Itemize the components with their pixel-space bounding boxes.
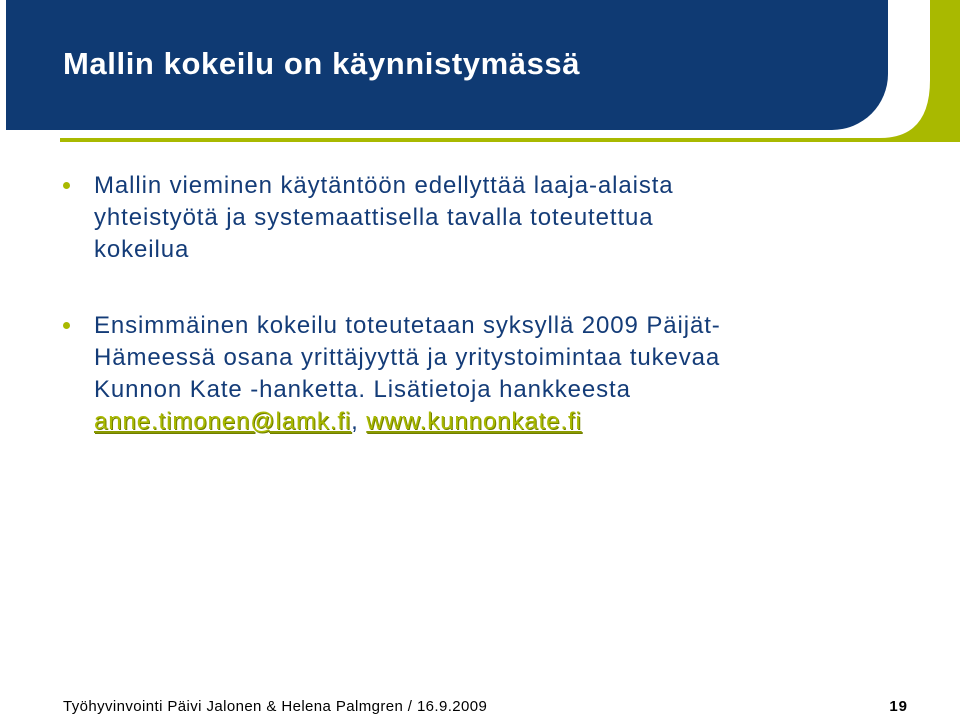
footer-text: Työhyvinvointi Päivi Jalonen & Helena Palmgren / 16.9.2009 <box>63 698 488 715</box>
email-link[interactable]: anne.timonen@lamk.fi <box>94 408 352 435</box>
link-separator: , <box>351 408 367 435</box>
slide-title: Mallin kokeilu on käynnistymässä <box>63 46 581 81</box>
website-link[interactable]: www.kunnonkate.fi <box>366 408 582 435</box>
bullet-item-2 <box>60 310 940 438</box>
bullet-dot-icon <box>63 322 70 329</box>
bullet-2-links-line <box>94 406 940 438</box>
page-number: 19 <box>889 698 908 715</box>
bullet-2-line-3: Kunnon Kate -hanketta. Lisätietoja hankkeesta <box>94 376 631 403</box>
bullet-dot-icon <box>63 182 70 189</box>
bullet-2-line-2: Hämeessä osana yrittäjyyttä ja yritystoimintaa tukevaa <box>94 344 721 371</box>
bullet-1-line-1: Mallin vieminen käytäntöön edellyttää laaja-alaista <box>94 172 674 199</box>
bullet-item-1 <box>60 170 940 266</box>
bullet-1-line-2: yhteistyötä ja systemaattisella tavalla toteutettua <box>94 204 654 231</box>
bullet-2-line-1: Ensimmäinen kokeilu toteutetaan syksyllä 2009 Päijät- <box>94 312 721 339</box>
bullet-list <box>60 170 940 482</box>
bullet-1-line-3: kokeilua <box>94 236 190 263</box>
